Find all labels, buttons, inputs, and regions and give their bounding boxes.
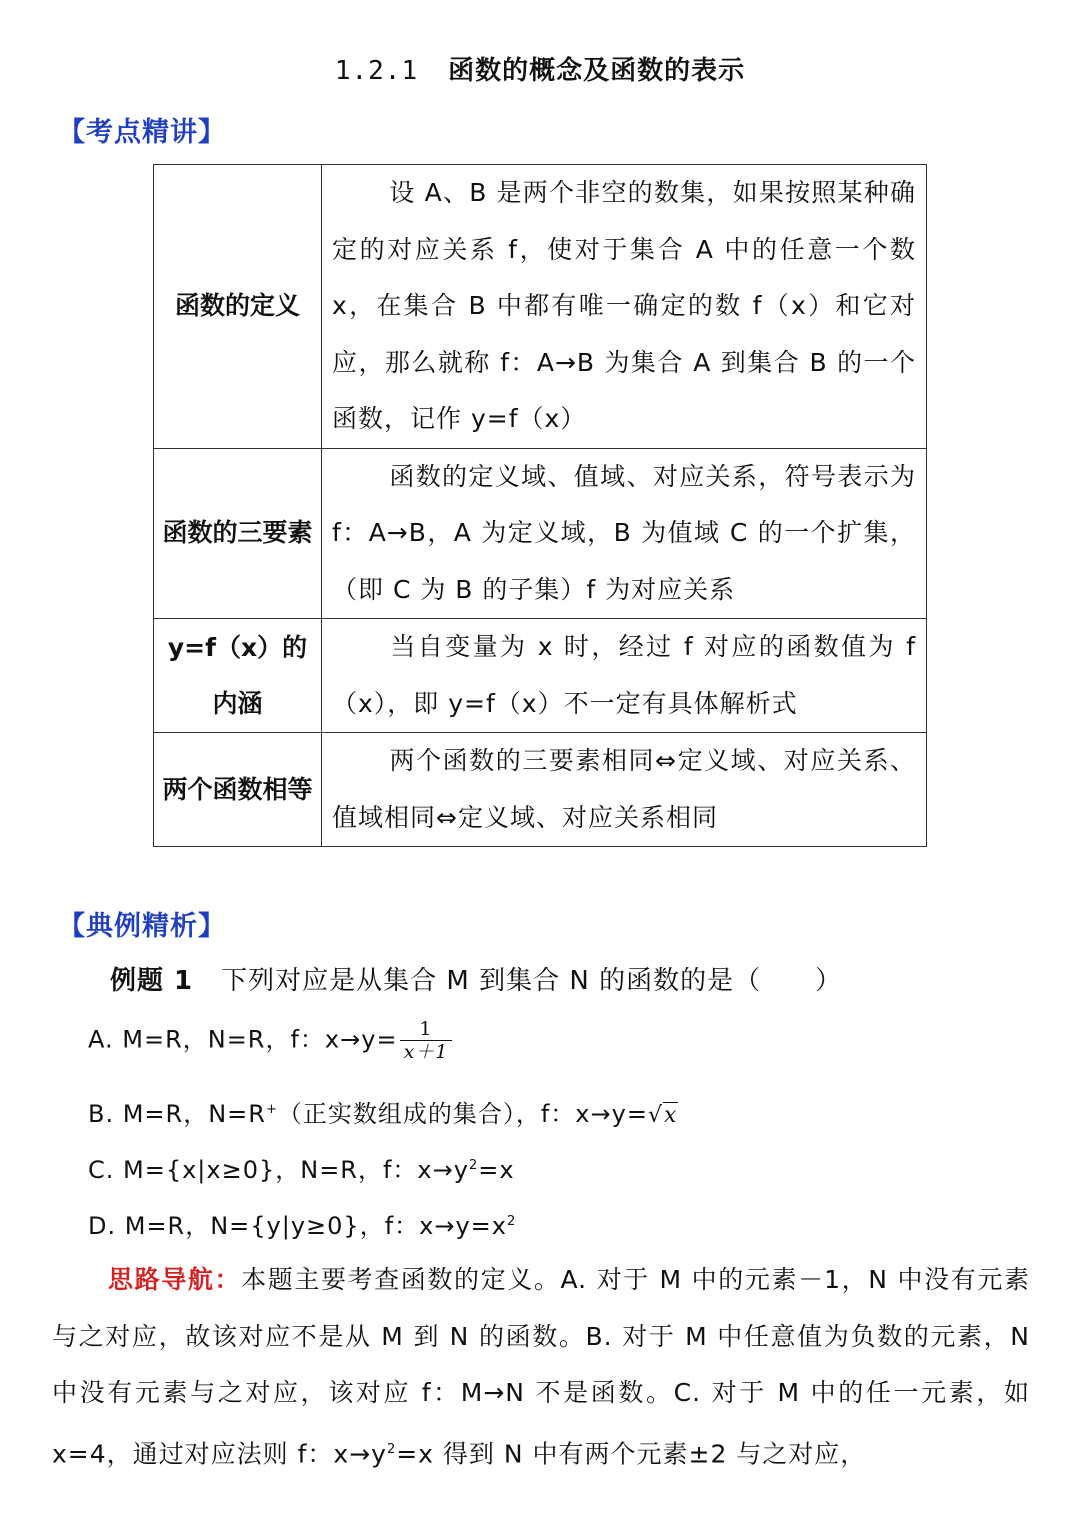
question-text: 下列对应是从集合 M 到集合 N 的函数的是（ ） bbox=[221, 966, 843, 996]
option-d-text: D. M=R，N={y|y≥0}，f：x→y=x bbox=[88, 1212, 507, 1240]
option-d bbox=[88, 1206, 516, 1241]
example-label: 例题 1 bbox=[110, 966, 194, 996]
fraction bbox=[400, 1018, 453, 1063]
superscript: 2 bbox=[386, 1441, 397, 1457]
definition-text: 函数的定义域、值域、对应关系，符号表示为 f：A→B，A 为定义域，B 为值域 C 的一个扩集，（即 C 为 B 的子集）f 为对应关系 bbox=[332, 461, 916, 604]
analysis-paragraph bbox=[52, 1252, 1030, 1482]
square-root bbox=[648, 1102, 678, 1128]
key-points-heading: 【考点精讲】 bbox=[58, 117, 226, 148]
option-b bbox=[88, 1094, 678, 1129]
superscript: 2 bbox=[506, 1214, 517, 1229]
analysis-text-2: =x 得到 N 中有两个元素±2 与之对应， bbox=[396, 1438, 867, 1468]
definition-cell bbox=[322, 448, 927, 619]
radical-sign: √ bbox=[647, 1103, 663, 1128]
superscript: + bbox=[265, 1102, 278, 1117]
option-a bbox=[88, 1018, 452, 1063]
option-b-text-2: （正实数组成的集合），f：x→y= bbox=[277, 1100, 648, 1128]
examples-heading: 【典例精析】 bbox=[58, 911, 226, 942]
option-c bbox=[88, 1150, 515, 1185]
definition-cell bbox=[322, 619, 927, 733]
fraction-denominator: x＋1 bbox=[403, 1041, 449, 1063]
page-title bbox=[0, 50, 1080, 87]
option-b-text: B. M=R，N=R bbox=[88, 1100, 266, 1128]
analysis-text: 本题主要考查函数的定义。A. 对于 M 中的元素－1，N 中没有元素与之对应，故该对应不是从 M 到 N 的函数。B. 对于 M 中任意值为负数的元素，N 中没有元素与之对应，该对应 f：M→N 不是函数。C. 对于 M 中的任一元素，如 x=4，通过对应法则 f：x→y bbox=[52, 1265, 1030, 1468]
definition-text: 两个函数的三要素相同⇔定义域、对应关系、值域相同⇔定义域、对应关系相同 bbox=[332, 746, 916, 832]
example-question bbox=[110, 960, 842, 997]
term-cell: 函数的三要素 bbox=[154, 448, 322, 619]
definition-text: 当自变量为 x 时，经过 f 对应的函数值为 f（x），即 y=f（x）不一定有具体解析式 bbox=[332, 632, 916, 718]
table-row bbox=[154, 165, 927, 449]
title-text: 函数的概念及函数的表示 bbox=[448, 56, 746, 86]
term-cell: 函数的定义 bbox=[154, 165, 322, 449]
analysis-label: 思路导航： bbox=[108, 1265, 242, 1294]
table-row bbox=[154, 448, 927, 619]
section-number: 1.2.1 bbox=[334, 56, 419, 86]
table-row bbox=[154, 733, 927, 847]
term-cell: 两个函数相等 bbox=[154, 733, 322, 847]
option-c-text: C. M={x|x≥0}，N=R，f：x→y bbox=[88, 1156, 469, 1184]
definition-cell bbox=[322, 165, 927, 449]
fraction-numerator: 1 bbox=[400, 1018, 453, 1041]
concept-table bbox=[153, 164, 927, 847]
radicand: x bbox=[663, 1103, 678, 1128]
definition-text: 设 A、B 是两个非空的数集，如果按照某种确定的对应关系 f，使对于集合 A 中的任意一个数 x，在集合 B 中都有唯一确定的数 f（x）和它对应，那么就称 f：A→B 为集合 A 到集合 B 的一个函数，记作 y=f（x） bbox=[332, 178, 916, 433]
superscript: 2 bbox=[468, 1158, 479, 1173]
table-row bbox=[154, 619, 927, 733]
term-cell: y=f（x）的内涵 bbox=[154, 619, 322, 733]
definition-cell bbox=[322, 733, 927, 847]
option-c-text-2: =x bbox=[478, 1156, 515, 1184]
option-a-text: A. M=R，N=R，f：x→y= bbox=[88, 1025, 398, 1054]
